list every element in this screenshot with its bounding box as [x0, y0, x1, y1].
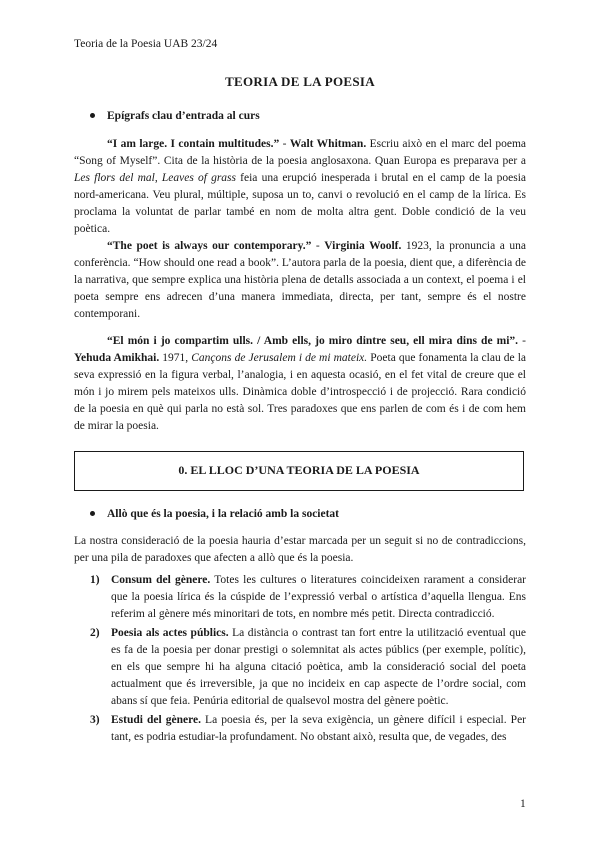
- list-item: 1) Consum del gènere. Totes les cultures o literatures coincideixen rarament a considerar que la poesia lírica és la cúspide de l’expressió verbal o artística d’aquella llengua. Ens referim al gènere més minoritari de tots, en nombre més petit. Directa contradicció.: [90, 574, 526, 620]
- book-title: Les flors del mal: [74, 172, 155, 184]
- bullet-label: Epígrafs clau d’entrada al curs: [107, 110, 260, 122]
- epigraph-amikhai: “El món i jo compartim ulls. / Amb ells, jo miro dintre seu, ell mira dins de mi”. - Yehuda Amikhai. 1971, Cançons de Jerusalem i de mi mateix. Poeta que fonamenta la clau de la seva expressió en la figura verbal, l’analogia, i en aquesta ocasió, en el fet vital de creure que el món i jo mirem pels mateixos ulls. Dinàmica doble d’introspecció i de projecció. Rara condició de la poesia en què qui parla no està sol. Tres paradoxes que ens parlen de com és i de com hem de mirar la poesia.: [74, 335, 527, 432]
- list-number: 1): [90, 574, 100, 586]
- paradox-list: [90, 572, 526, 746]
- section-heading: 0. EL LLOC D’UNA TEORIA DE LA POESIA: [178, 463, 420, 477]
- list-item: 3) Estudi del gènere. La poesia és, per la seva exigència, un gènere difícil i especial. Per tant, es podria estudiar-la profundament. No obstant això, resulta que, de vegades, des: [90, 714, 527, 743]
- section-bullet-epigraphs: [90, 110, 260, 122]
- list-item-head: Estudi del gènere.: [111, 714, 201, 726]
- book-title: Cançons de Jerusalem i de mi mateix.: [191, 352, 368, 364]
- intro-paragraph: La nostra consideració de la poesia hauria d’estar marcada per un seguit si no de contradiccions, per una pila de paradoxes que afecten a allò que és la poesia.: [74, 535, 526, 564]
- bullet-dot-icon: [90, 511, 95, 516]
- list-item: 2) Poesia als actes públics. La distància o contrast tan fort entre la utilització eventual que es fa de la poesia per donar prestigi o solemnitat als actes públics (per exemple, polític), en els que sempre hi ha alguna citació poètica, amb la consideració social del poeta actualment que és irreversible, ja que no incideix en cap aspecte de l’ordre social, com abans sí que feia. Penúria editorial de qualsevol mostra del gènere poètic.: [90, 627, 526, 707]
- section-heading-box: [74, 451, 524, 491]
- bullet-label: Allò que és la poesia, i la relació amb la societat: [107, 508, 340, 520]
- list-number: 2): [90, 627, 100, 639]
- page-number: 1: [520, 798, 526, 810]
- author: Yehuda Amikhai.: [74, 352, 160, 364]
- bullet-dot-icon: [90, 113, 95, 118]
- quote: “The poet is always our contemporary.”: [107, 240, 312, 252]
- page-title: TEORIA DE LA POESIA: [225, 74, 375, 89]
- epigraph-whitman: “I am large. I contain multitudes.” - Walt Whitman. Escriu això en el marc del poema “Song of Myself”. Cita de la història de la poesia anglosaxona. Quan Europa es preparava per a Les flors del mal, Leaves of grass feia una erupció inesperada i brutal en el camp de la poesia nord-americana. Veu plural, múltiple, suposa un to, canvi o revolució en el camp de la lírica. Es proclama la voluntat de parlar també en nom de molta altra gent. Doble condició de la veu poètica.: [74, 138, 527, 235]
- list-item-head: Consum del gènere.: [111, 574, 211, 586]
- list-item-head: Poesia als actes públics.: [111, 627, 229, 639]
- quote: “El món i jo compartim ulls. / Amb ells, jo miro dintre seu, ell mira dins de mi”.: [107, 335, 519, 347]
- quote: “I am large. I contain multitudes.”: [107, 138, 280, 150]
- author: Virginia Woolf.: [324, 240, 402, 252]
- author: Walt Whitman.: [289, 138, 367, 150]
- list-number: 3): [90, 714, 100, 726]
- running-header: Teoria de la Poesia UAB 23/24: [74, 38, 218, 50]
- epigraph-woolf: “The poet is always our contemporary.” - Virginia Woolf. 1923, la pronuncia a una conferència. “How should one read a book”. L’autora parla de la poesia, dient que, a diferència de la narrativa, que sempre explica una història plena de detalls associada a un context, el poema i el poeta sempre ens adrecen d’una manera immediata, directa, per tant, sempre és el nostre contemporani.: [74, 240, 526, 320]
- book-title: Leaves of grass: [161, 172, 237, 184]
- section-bullet-society: [90, 508, 339, 520]
